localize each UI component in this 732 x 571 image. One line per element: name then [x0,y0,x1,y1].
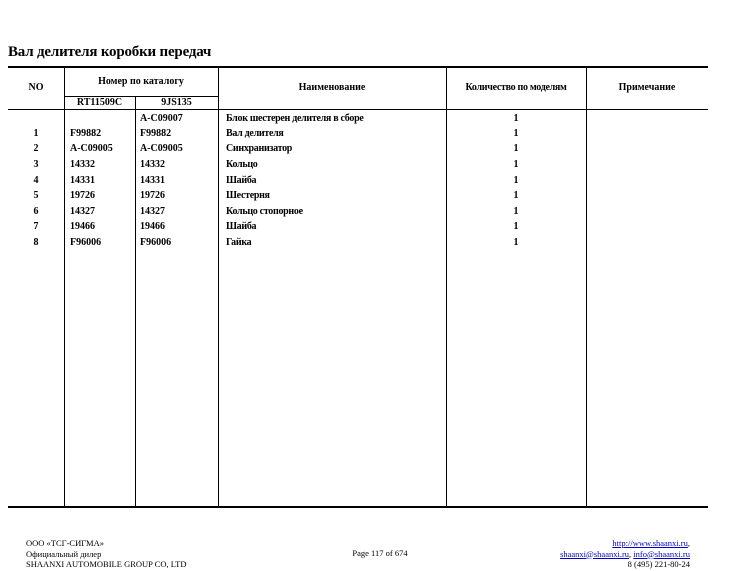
row-catalog-1: 14331 [70,175,95,186]
row-no: 2 [33,143,39,154]
row-name: Шестерня [226,190,270,201]
row-catalog-1: 14327 [70,206,95,217]
header-catalog: Номер по каталогу [98,76,184,87]
table-top-border [8,66,708,68]
row-catalog-2: 14331 [140,175,165,186]
row-catalog-2: 19466 [140,221,165,232]
table-bottom-border [8,506,708,508]
header-catalog-sub1: RT11509C [76,97,123,108]
row-name: Кольцо стопорное [226,206,303,217]
row-catalog-1: A-C09005 [70,143,113,154]
row-qty: 1 [513,159,519,170]
row-catalog-1: F96006 [70,237,102,248]
row-name: Вал делителя [226,128,284,139]
row-qty: 1 [513,143,519,154]
row-no: 1 [33,128,39,139]
row-catalog-1: F99882 [70,128,102,139]
row-qty: 1 [513,190,519,201]
email-link-shaanxi[interactable]: shaanxi@shaanxi.ru [560,548,630,559]
footer-phone: 8 (495) 221-80-24 [627,559,690,569]
header-note: Примечание [618,82,676,93]
header-name: Наименование [298,82,366,93]
page-title: Вал делителя коробки передач [8,44,212,60]
row-name: Блок шестерен делителя в сборе [226,113,364,124]
footer-group: SHAANXI AUTOMOBILE GROUP CO, LTD [26,559,187,569]
row-catalog-2: 14327 [140,206,165,217]
header-catalog-sub2: 9JS135 [161,97,192,108]
row-qty: 1 [513,206,519,217]
row-qty: 1 [513,237,519,248]
parts-table [8,66,708,508]
email-link-info[interactable]: info@shaanxi.ru [633,548,690,559]
col-divider-k2 [218,66,219,508]
header-divider [8,109,708,110]
row-no: 5 [33,190,39,201]
row-catalog-2: A-C09005 [140,143,183,154]
row-catalog-1: 19466 [70,221,95,232]
row-name: Кольцо [226,159,258,170]
row-catalog-2: 14332 [140,159,165,170]
row-no: 6 [33,206,39,217]
website-link[interactable]: http://www.shaanxi.ru [612,538,688,548]
row-qty: 1 [513,128,519,139]
page-number: Page 117 of 674 [352,548,408,558]
header-qty: Количество по моделям [465,82,567,93]
footer-company: ООО «ТСГ-СИГМА» [26,538,104,548]
row-no: 4 [33,175,39,186]
footer-right: http://www.shaanxi.ru, shaanxi@shaanxi.ru, info@shaanxi.ru 8 (495) 221-80-24 [560,538,690,569]
row-catalog-2: A-C09007 [140,113,183,124]
row-no: 3 [33,159,39,170]
footer-dealer: Официальный дилер [26,548,102,559]
row-qty: 1 [513,221,519,232]
row-catalog-2: 19726 [140,190,165,201]
row-name: Шайба [226,175,257,186]
footer-left [26,538,187,570]
row-qty: 1 [513,175,519,186]
col-divider-qty [586,66,587,508]
row-no: 8 [33,237,39,248]
col-divider-k1 [135,96,136,508]
row-catalog-2: F99882 [140,128,172,139]
row-name: Гайка [226,237,252,248]
row-name: Синхранизатор [226,143,293,154]
row-catalog-2: F96006 [140,237,172,248]
row-qty: 1 [513,113,519,124]
row-catalog-1: 14332 [70,159,95,170]
row-name: Шайба [226,221,257,232]
row-no: 7 [33,221,39,232]
row-catalog-1: 19726 [70,190,95,201]
col-divider-no [64,66,65,508]
header-no: NO [28,82,44,93]
